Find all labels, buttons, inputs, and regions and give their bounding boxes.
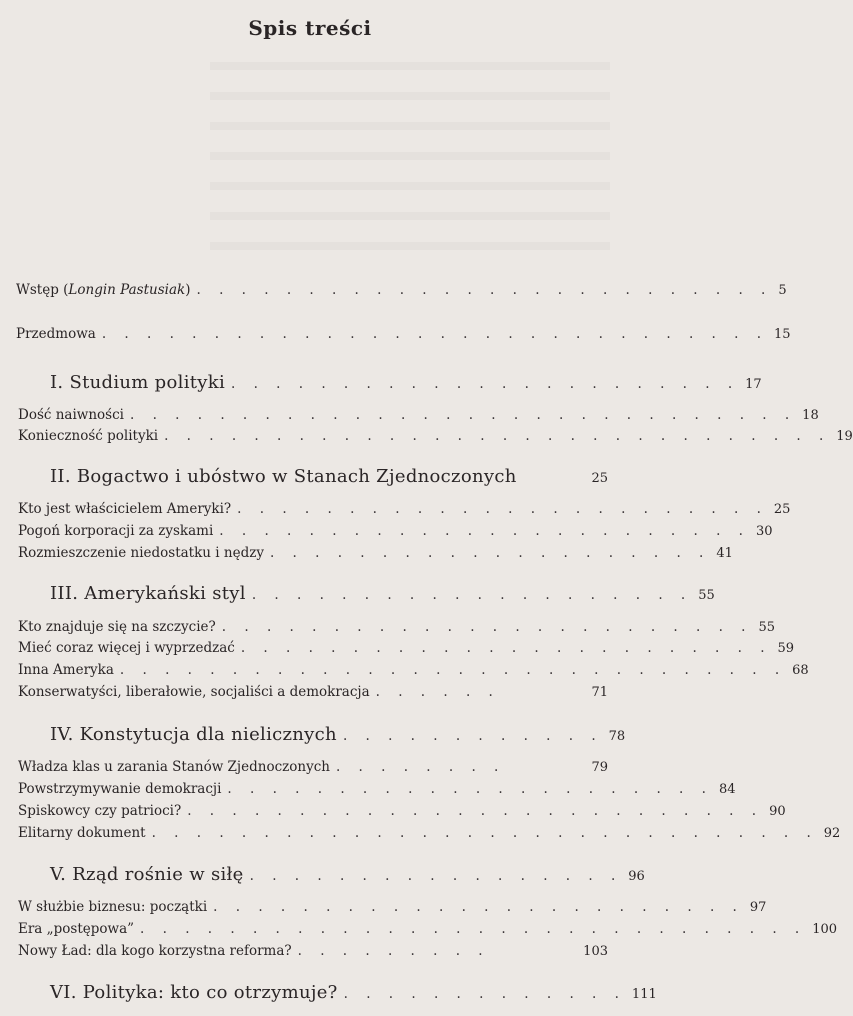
dot-leader: . . . . . . . . . . . . . . . . . . . . . . . . . .	[187, 803, 764, 819]
dot-leader: . . . . . . . . . . . . . . . . . . . . . . . .	[240, 640, 772, 656]
dot-leader: . . . . . . . .	[335, 759, 506, 775]
toc-chapter-title: III. Amerykański styl	[50, 583, 246, 604]
dot-leader: . . . . . . . . . . . . . . . . . . . . . . . . . . . . . .	[119, 662, 787, 678]
toc-chapter-title: VI. Polityka: kto co otrzymuje?	[50, 982, 338, 1003]
toc-chapter-title: V. Rząd rośnie w siłę	[50, 864, 244, 885]
dot-leader: . . . . . . . . . . . . . . . . . . . . . . . . . . . . . .	[164, 428, 831, 444]
toc-entry	[18, 684, 620, 706]
toc-chapter	[50, 466, 620, 488]
dot-leader: . . . . . . . . . . . . . . . . . . . . . . . . . . . . . .	[101, 326, 769, 342]
toc-entry-title: Wstęp (Longin Pastusiak)	[16, 282, 191, 298]
dot-leader: . . . . . . . . . . . . . . . . . . . . . . . .	[219, 523, 750, 539]
toc-entry	[16, 282, 787, 304]
toc-entry	[18, 759, 620, 781]
toc-entry-title: Konieczność polityki	[18, 428, 159, 444]
dot-leader: . . . . . . . . . . . . .	[343, 986, 626, 1002]
toc-page-number: 17	[745, 377, 762, 392]
toc-page-number: 103	[583, 944, 608, 959]
toc-page-number: 25	[773, 502, 791, 517]
toc-page-number: 68	[792, 663, 809, 678]
dot-leader: . . . . . .	[375, 684, 500, 700]
toc-page-number: 15	[774, 327, 791, 342]
dot-leader: . . . . . . . . . . . . . . . . . . . . . . . .	[221, 619, 753, 635]
toc-entry-title: Era „postępowa”	[18, 921, 135, 937]
toc-entry	[18, 781, 736, 803]
bleed-through-texture	[210, 40, 610, 270]
toc-entry	[18, 921, 838, 943]
toc-entry-title: Kto znajduje się na szczycie?	[18, 619, 216, 635]
toc-page-number: 100	[812, 922, 838, 937]
toc-entry-title: Nowy Ład: dla kogo korzystna reforma?	[18, 943, 292, 959]
toc-chapter-title: II. Bogactwo i ubóstwo w Stanach Zjednoczonych	[50, 466, 517, 487]
toc-entry	[18, 619, 776, 641]
dot-leader: . . . . . . . . . . . . . . . . . . . . . . . . . . . . . .	[151, 825, 818, 841]
page-title: Spis treści	[248, 16, 372, 40]
dot-leader: . . . . . . . . . . . .	[342, 728, 603, 744]
toc-entry	[18, 545, 733, 567]
toc-entry-title: Konserwatyści, liberałowie, socjaliści a demokracja	[18, 684, 370, 700]
toc-page-number: 19	[836, 429, 853, 444]
toc-entry-title: Inna Ameryka	[18, 662, 114, 678]
toc-page-number: 30	[755, 524, 773, 539]
dot-leader: . . . . . . . . . . . . . . . . . . . . . . . . . .	[196, 282, 773, 298]
toc-page-number: 25	[591, 471, 608, 486]
dot-leader: . . . . . . . . . . . . . . . . . . . . . . . . . . . . . .	[129, 407, 797, 423]
toc-page-number: 111	[631, 987, 657, 1002]
toc-entry-title: Elitarny dokument	[18, 825, 146, 841]
toc-page-number: 79	[591, 760, 608, 775]
toc-chapter	[50, 583, 715, 605]
toc-entry	[18, 640, 795, 662]
toc-entry-title: W służbie biznesu: początki	[18, 899, 208, 915]
toc-entry-title: Dość naiwności	[18, 407, 124, 423]
toc-entry	[18, 662, 809, 684]
toc-entry-title: Przedmowa	[16, 326, 96, 342]
dot-leader: . . . . . . . . . . . . . . . . . . . . . . . .	[213, 899, 744, 915]
toc-entry-title: Kto jest właścicielem Ameryki?	[18, 501, 232, 517]
dot-leader: . . . . . . . . . . . . . . . . . . . . . .	[227, 781, 713, 797]
toc-page-number: 18	[802, 408, 819, 423]
toc-entry	[16, 326, 791, 348]
dot-leader: . . . . . . . . . . . . . . . . . . . . . . .	[231, 376, 740, 392]
toc-page-number: 59	[777, 641, 795, 656]
toc-entry	[18, 428, 853, 450]
toc-entry	[18, 523, 773, 545]
toc-page-number: 97	[749, 900, 767, 915]
dot-leader: . . . . . . . . . . . . . . . . . . . . . . . .	[237, 501, 768, 517]
dot-leader: . . . . . . . . . . . . . . . . . . . .	[269, 545, 711, 561]
toc-page-number: 92	[823, 826, 841, 841]
toc-page-number: 96	[628, 869, 645, 884]
dot-leader: . . . . . . . . . . . . . . . . . . . . . . . . . . . . . .	[140, 921, 807, 937]
toc-chapter-title: I. Studium polityki	[50, 372, 226, 393]
toc-page-number: 90	[769, 804, 786, 819]
toc-page-number: 84	[718, 782, 736, 797]
toc-entry-title: Rozmieszczenie niedostatku i nędzy	[18, 545, 264, 561]
toc-page-number: 71	[591, 685, 608, 700]
toc-page-number: 41	[716, 546, 733, 561]
toc-entry-title: Władza klas u zarania Stanów Zjednoczonych	[18, 759, 330, 775]
toc-entry	[18, 407, 819, 429]
toc-chapter	[50, 864, 645, 886]
toc-entry-title: Powstrzymywanie demokracji	[18, 781, 222, 797]
toc-page-number: 55	[758, 620, 776, 635]
toc-chapter-title: IV. Konstytucja dla nielicznych	[50, 724, 337, 745]
toc-entry	[18, 803, 786, 825]
toc-entry	[18, 899, 767, 921]
toc-entry-title: Pogoń korporacji za zyskami	[18, 523, 214, 539]
toc-entry-title: Spiskowcy czy patrioci?	[18, 803, 182, 819]
toc-page-number: 55	[698, 588, 715, 603]
dot-leader: . . . . . . . . . . . . . . . . .	[249, 868, 623, 884]
toc-page-number: 5	[778, 283, 787, 298]
toc-page-number: 78	[608, 729, 626, 744]
toc-entry	[18, 501, 791, 523]
toc-entry	[18, 825, 841, 847]
toc-chapter	[50, 372, 762, 394]
toc-entry-title: Mieć coraz więcej i wyprzedzać	[18, 640, 235, 656]
toc-chapter	[50, 982, 657, 1004]
dot-leader: . . . . . . . . .	[297, 943, 490, 959]
toc-entry	[18, 943, 620, 965]
dot-leader: . . . . . . . . . . . . . . . . . . . .	[251, 587, 693, 603]
toc-chapter	[50, 724, 626, 746]
